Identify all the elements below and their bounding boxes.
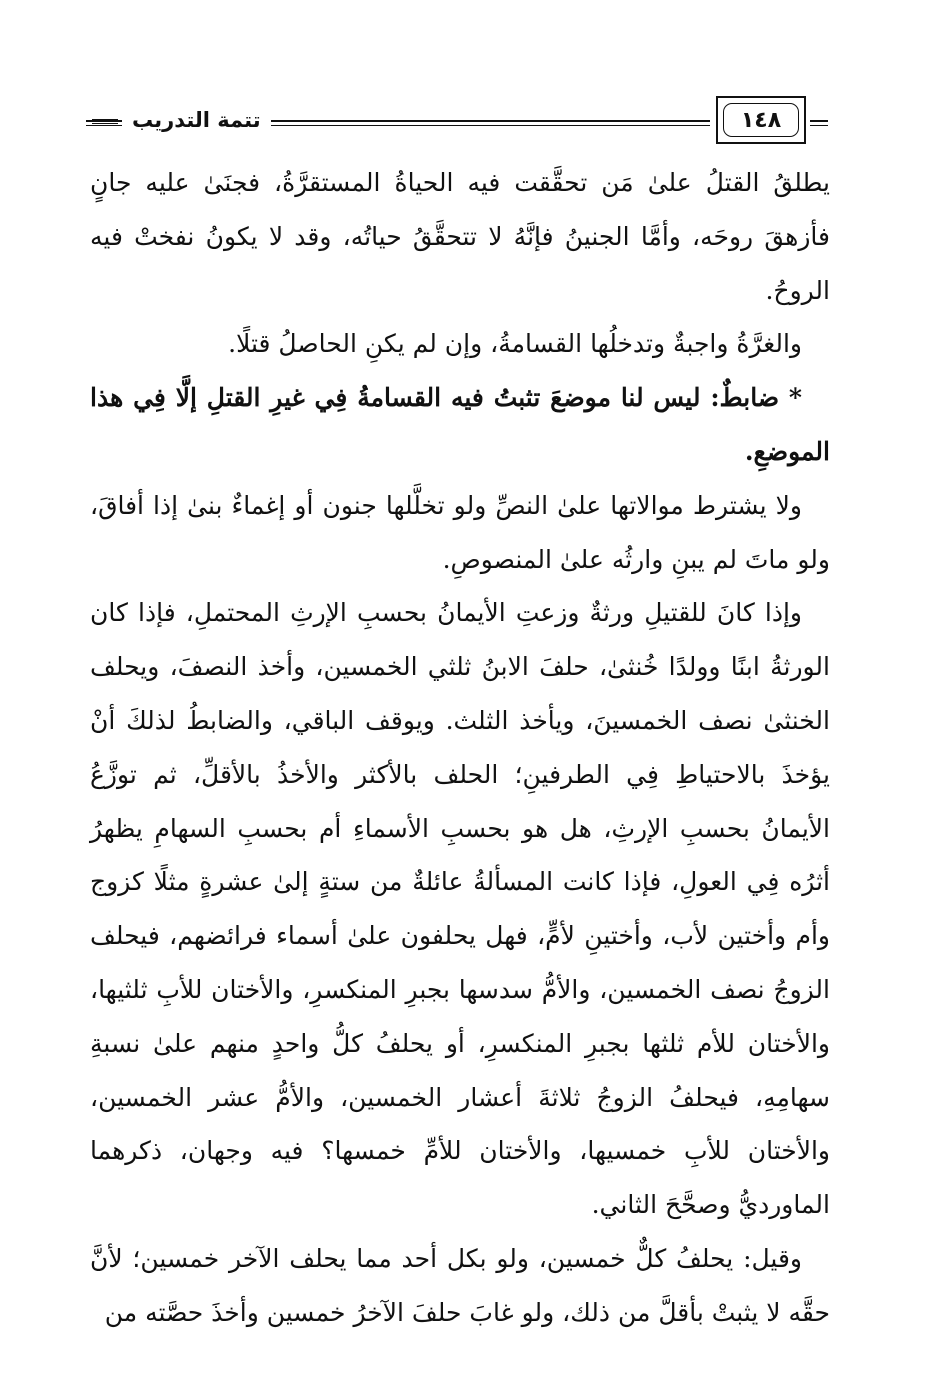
running-header [86, 92, 828, 148]
paragraph: ولا يشترط موالاتها علىٰ النصِّ ولو تخلَّلها جنون أو إغماءٌ بنىٰ إذا أفاقَ، ولو ماتَ لم يبنِ وارثُه علىٰ المنصوصِ. [90, 490, 830, 574]
rule-paragraph: * ضابطٌ: ليس لنا موضعَ تثبتُ فيه القسامةُ فِي غيرِ القتلِ إلَّا فِي هذا الموضعِ. [90, 383, 830, 466]
page-number-frame [716, 96, 806, 144]
paragraph: وقيل: يحلفُ كلٌّ خمسين، ولو بكل أحد مما يحلف الآخر خمسين؛ لأنَّ حقَّه لا يثبتْ بأقلَّ من ذلك، ولو غابَ حلفَ الآخرُ خمسين وأخذَ حصَّته من [90, 1243, 830, 1327]
header-rule-right [810, 120, 828, 126]
paragraph: والغرَّةُ واجبةٌ وتدخلُها القسامةُ، وإن لم يكنِ الحاصلُ قتلًا. [228, 329, 802, 359]
page-body [90, 156, 830, 1340]
running-title-wrapper [122, 106, 271, 134]
paragraph: وإذا كانَ للقتيلِ ورثةٌ وزعتِ الأيمانُ بحسبِ الإرثِ المحتملِ، فإذا كان الورثةُ ابنًا وولدًا خُنثىٰ، حلفَ الابنُ ثلثي الخمسين، وأخذ النصفَ، ويحلف الخنثىٰ نصف الخمسينَ، ويأخذ الثلث. ويوقف الباقي، والضابطُ لذلكَ أنْ يؤخذَ بالاحتياطِ فِي الطرفينِ؛ الحلف بالأكثر والأخذُ بالأقلِّ، ثم توزَّعُ الأيمانُ بحسبِ الإرثِ، هل هو بحسبِ الأسماءِ أم بحسبِ السهامِ يظهرُ أثرُه فِي العولِ، فإذا كانت المسألةُ عائلةٌ من ستةٍ إلىٰ عشرةٍ مثلًا كزوج وأم وأختين لأب، وأختينِ لأمٍّ، فهل يحلفون علىٰ أسماء فرائضهم، فيحلف الزوجُ نصف الخمسين، والأمُّ سدسها بجبرِ المنكسرِ، والأختان للأبِ ثلثيها، والأختان للأم ثلثها بجبرِ المنكسرِ، أو يحلفُ كلُّ واحدٍ منهم علىٰ نسبةِ سهامِهِ، فيحلفُ الزوجُ ثلاثةَ أعشار الخمسين، والأمُّ عشر الخمسين، والأختان للأبِ خمسيها، والأختان للأمِّ خمسها؟ فيه وجهان، ذكرهما الماورديُّ وصحَّحَ الثاني. [90, 598, 830, 1220]
page-number: ١٤٨ [723, 103, 799, 137]
paragraph: يطلقُ القتلُ علىٰ مَن تحقَّقت فيه الحياةُ المستقرَّةُ، فجنَىٰ عليه جانٍ فأزهقَ روحَه، وأمَّا الجنينُ فإنَّهُ لا تتحقَّقُ حياتُه، وقد لا يكونُ نفختْ فيه الروحُ. [90, 168, 830, 305]
running-title: تتمة التدريب [132, 108, 261, 132]
running-title-dash [92, 119, 118, 124]
